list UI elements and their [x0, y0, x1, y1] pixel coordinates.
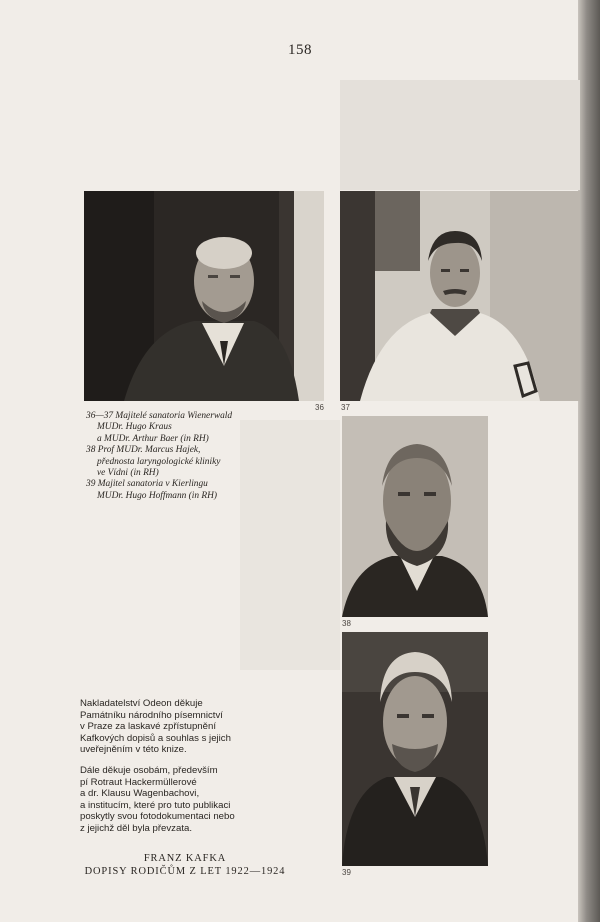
- credit-line: Kafkových dopisů a souhlas s jejich: [80, 732, 231, 744]
- caption-line: MUDr. Hugo Hoffmann (in RH): [97, 490, 218, 501]
- page-edge: [578, 0, 600, 922]
- caption-line: 39 Majitel sanatoria v Kierlingu: [86, 479, 208, 490]
- credit-line: Dále děkuje osobám, především: [80, 764, 218, 776]
- show-through-shadow: [340, 80, 580, 190]
- credit-line: Nakladatelství Odeon děkuje: [80, 698, 203, 709]
- photo-number-38: 38: [342, 619, 351, 628]
- credit-line: a institucím, které pro tuto publikaci: [80, 799, 231, 811]
- credit-line: pí Rotraut Hackermüllerové: [80, 776, 197, 788]
- caption-line: a MUDr. Arthur Baer (in RH): [97, 433, 209, 444]
- photo-number-39: 39: [342, 868, 351, 877]
- book-imprint: [70, 852, 300, 878]
- credit-line: a dr. Klausu Wagenbachovi,: [80, 788, 200, 800]
- acknowledgements: [80, 698, 330, 835]
- portrait-photo-36: [84, 191, 324, 401]
- imprint-author: FRANZ KAFKA: [143, 853, 227, 864]
- credit-line: poskytly svou fotodokumentaci nebo: [80, 811, 235, 823]
- portrait-photo-38: [342, 416, 488, 617]
- caption-line: ve Vídni (in RH): [97, 468, 159, 479]
- portrait-photo-39: [342, 632, 488, 866]
- caption-line: přednosta laryngologické kliniky: [97, 456, 221, 467]
- credit-line: uveřejněním v této knize.: [80, 744, 187, 756]
- credit-line: v Praze za laskavé zpřístupnění: [80, 721, 216, 733]
- portrait-photo-37: [340, 191, 580, 401]
- photo-captions: [86, 411, 336, 502]
- credit-line: Památníku národního písemnictví: [80, 709, 223, 721]
- credit-line: z jejichž děl byla převzata.: [80, 822, 192, 834]
- caption-line: 36—37 Majitelé sanatoria Wienerwald: [86, 411, 233, 421]
- page-number: 158: [288, 42, 312, 58]
- caption-line: 38 Prof MUDr. Marcus Hajek,: [86, 445, 201, 456]
- imprint-title: DOPISY RODIČŮM Z LET 1922—1924: [84, 866, 286, 877]
- photo-number-37: 37: [341, 403, 350, 412]
- photo-number-36: 36: [315, 403, 324, 412]
- caption-line: MUDr. Hugo Kraus: [97, 422, 172, 433]
